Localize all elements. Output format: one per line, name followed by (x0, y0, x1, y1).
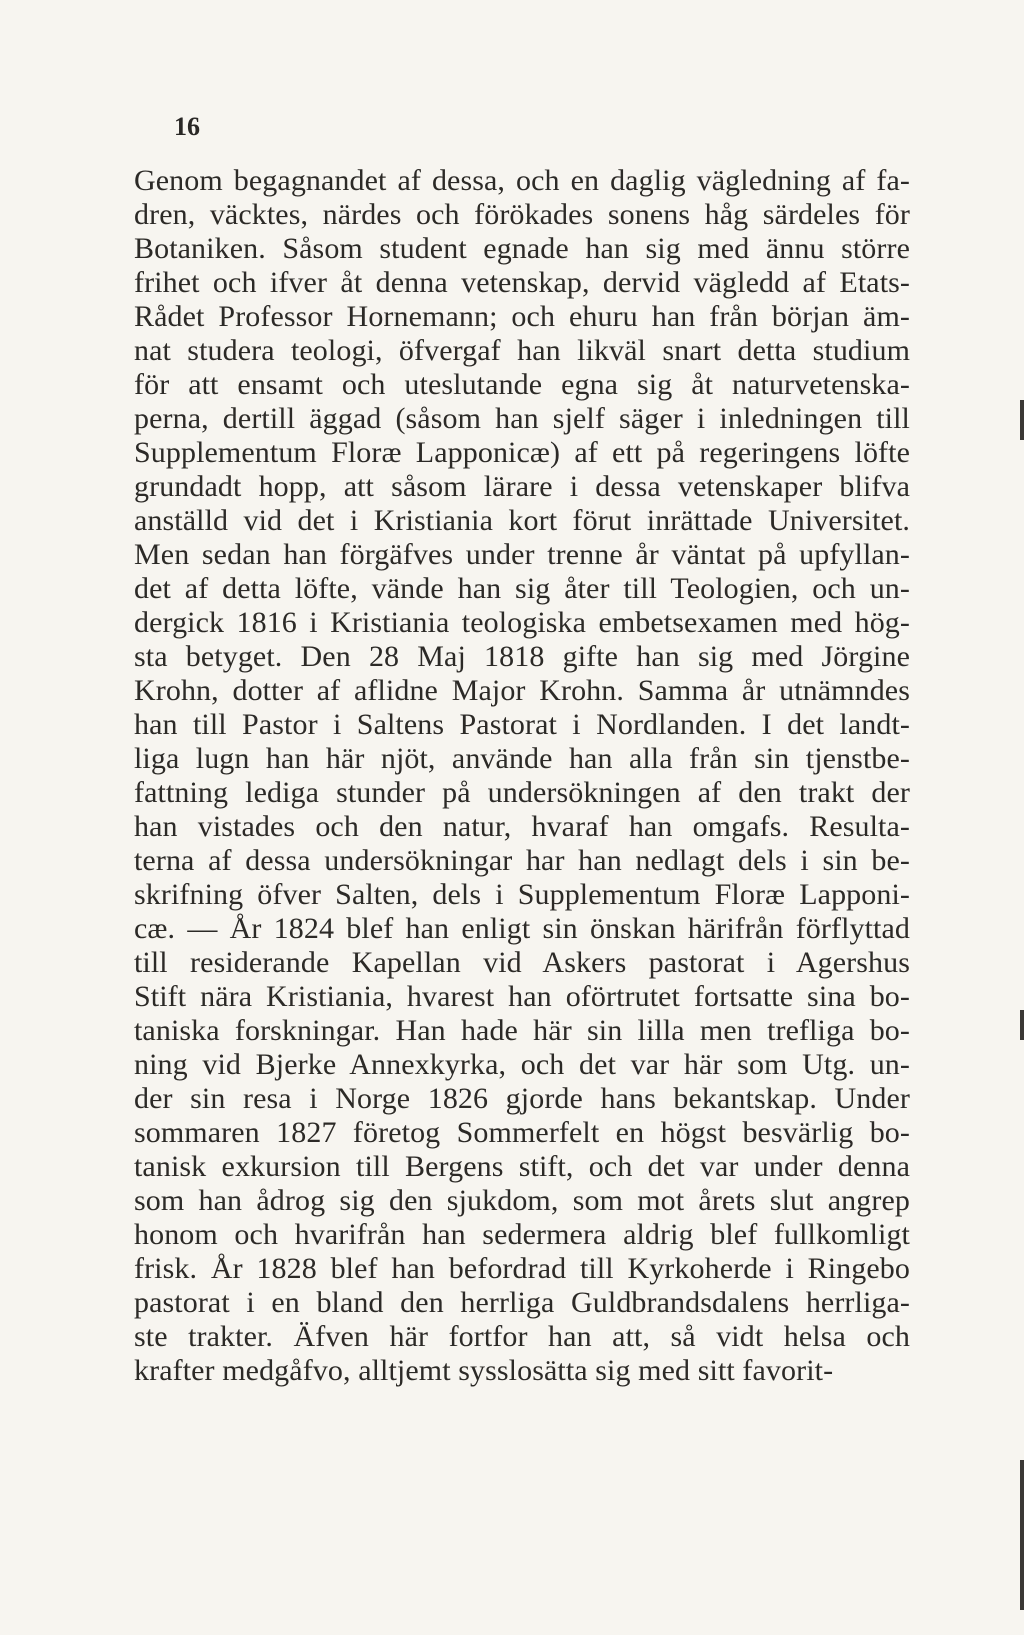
text-line: ste trakter. Äfven här fortfor han att, så vidt helsa och (134, 1320, 910, 1353)
text-line: tanisk exkursion till Bergens stift, och det var under denna (134, 1150, 910, 1183)
text-line: Rådet Professor Hornemann; och ehuru han från början äm- (134, 300, 910, 333)
text-line: taniska forskningar. Han hade här sin lilla men trefliga bo- (134, 1014, 910, 1047)
body-text (134, 164, 910, 1388)
text-line: Stift nära Kristiania, hvarest han oförtrutet fortsatte sina bo- (134, 980, 910, 1013)
text-line: Genom begagnandet af dessa, och en daglig vägledning af fa- (134, 164, 910, 197)
text-line: terna af dessa undersökningar har han nedlagt dels i sin be- (134, 844, 910, 877)
text-line: pastorat i en bland den herrliga Guldbrandsdalens herrliga- (134, 1286, 910, 1319)
text-line: Krohn, dotter af aflidne Major Krohn. Samma år utnämndes (134, 674, 910, 707)
text-line: krafter medgåfvo, alltjemt sysslosätta sig med sitt favorit- (134, 1354, 834, 1387)
text-line: frisk. År 1828 blef han befordrad till Kyrkoherde i Ringebo (134, 1252, 910, 1285)
text-line: nat studera teologi, öfvergaf han likväl snart detta studium (134, 334, 910, 367)
text-line: perna, dertill äggad (såsom han sjelf säger i inledningen till (134, 402, 910, 435)
text-line: der sin resa i Norge 1826 gjorde hans bekantskap. Under (134, 1082, 910, 1115)
page-edge-mark (1020, 1460, 1024, 1610)
text-line: Supplementum Floræ Lapponicæ) af ett på regeringens löfte (134, 436, 910, 469)
text-line: dergick 1816 i Kristiania teologiska embetsexamen med hög- (134, 606, 910, 639)
text-line: fattning lediga stunder på undersökningen af den trakt der (134, 776, 910, 809)
text-line: sommaren 1827 företog Sommerfelt en högst besvärlig bo- (134, 1116, 910, 1149)
text-line: han vistades och den natur, hvaraf han omgafs. Resulta- (134, 810, 910, 843)
text-line: dren, väcktes, närdes och förökades sonens håg särdeles för (134, 198, 910, 231)
text-line: för att ensamt och uteslutande egna sig åt naturvetenska- (134, 368, 910, 401)
page-edge-mark (1020, 1010, 1024, 1040)
text-line: ning vid Bjerke Annexkyrka, och det var här som Utg. un- (134, 1048, 910, 1081)
text-line: skrifning öfver Salten, dels i Supplementum Floræ Lapponi- (134, 878, 910, 911)
text-line: det af detta löfte, vände han sig åter till Teologien, och un- (134, 572, 910, 605)
page-edge-mark (1020, 400, 1024, 440)
text-line: anställd vid det i Kristiania kort förut inrättade Universitet. (134, 504, 910, 537)
text-line: sta betyget. Den 28 Maj 1818 gifte han sig med Jörgine (134, 640, 910, 673)
text-line: liga lugn han här njöt, använde han alla från sin tjenstbe- (134, 742, 910, 775)
text-line: Men sedan han förgäfves under trenne år väntat på upfyllan- (134, 538, 910, 571)
text-line: som han ådrog sig den sjukdom, som mot årets slut angrep (134, 1184, 910, 1217)
text-line: honom och hvarifrån han sedermera aldrig blef fullkomligt (134, 1218, 910, 1251)
page-number: 16 (174, 112, 200, 141)
text-line: till residerande Kapellan vid Askers pastorat i Agershus (134, 946, 910, 979)
text-line: cæ. — År 1824 blef han enligt sin önskan härifrån förflyttad (134, 912, 910, 945)
text-line: Botaniken. Såsom student egnade han sig med ännu större (134, 232, 910, 265)
text-line: han till Pastor i Saltens Pastorat i Nordlanden. I det landt- (134, 708, 910, 741)
text-line: grundadt hopp, att såsom lärare i dessa vetenskaper blifva (134, 470, 910, 503)
text-line: frihet och ifver åt denna vetenskap, dervid vägledd af Etats- (134, 266, 910, 299)
